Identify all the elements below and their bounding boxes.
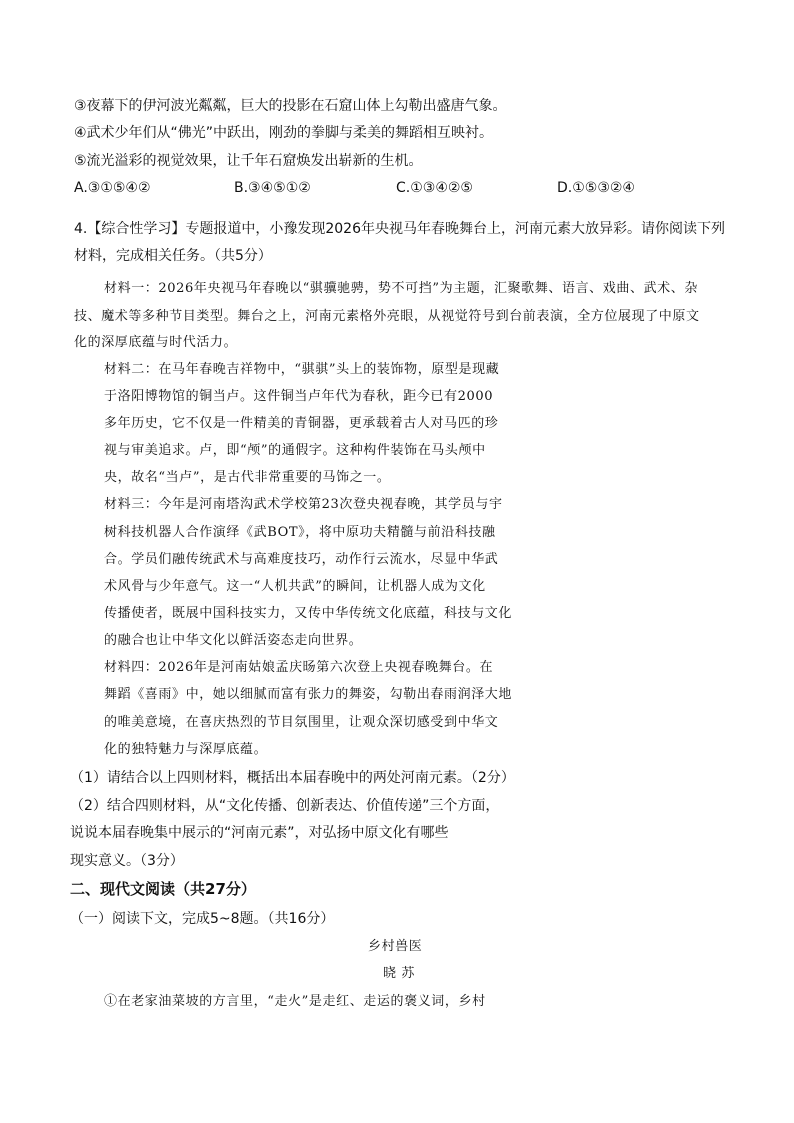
material-line: 化的独特魅力与深厚底蕴。: [104, 742, 268, 757]
section-heading: 二、现代文阅读（共27分）: [70, 880, 256, 898]
material-line: 的融合也让中华文化以鲜活姿态走向世界。: [104, 633, 363, 648]
material-line: 树科技机器人合作演绎《武BOT》，将中原功夫精髓与前沿科技融: [104, 525, 496, 540]
material-line: 于洛阳博物馆的铜当卢。这件铜当卢年代为春秋，距今已有2000: [104, 389, 494, 404]
story-paragraph: ①在老家油菜坡的方言里，“走火”是走红、走运的褒义词，乡村: [104, 994, 486, 1009]
text-line: ④武术少年们从“佛光”中跃出，刚劲的拳脚与柔美的舞蹈相互映衬。: [74, 125, 494, 141]
text-line: ⑤流光溢彩的视觉效果，让千年石窟焕发出崭新的生机。: [74, 153, 423, 169]
option-d: D.①⑤③②④: [557, 180, 635, 196]
question-4-line: 材料，完成相关任务。（共5分）: [74, 248, 272, 264]
text-line: ③夜幕下的伊河波光粼粼，巨大的投影在石窟山体上勾勒出盛唐气象。: [74, 98, 507, 114]
material-line: 传播使者，既展中国科技实力，又传中华传统文化底蕴，科技与文化: [104, 606, 513, 621]
option-b: B.③④⑤①②: [234, 180, 311, 196]
material-line: 的唯美意境，在喜庆热烈的节目氛围里，让观众深切感受到中华文: [104, 715, 499, 730]
option-c: C.①③④②⑤: [396, 180, 473, 196]
sub-question-line: （2）结合四则材料，从“文化传播、创新表达、价值传递”三个方面，: [70, 798, 500, 814]
question-4-line: 4.【综合性学习】专题报道中，小豫发现2026年央视马年春晚舞台上，河南元素大放异彩。请你阅读下列: [74, 221, 725, 237]
sub-question-line: 现实意义。（3分）: [70, 853, 184, 869]
material-line: 多年历史，它不仅是一件精美的青铜器，更承载着古人对马匹的珍: [104, 416, 499, 431]
material-line: 技、魔术等多种节目类型。舞台之上，河南元素格外亮眼，从视觉符号到台前表演，全方位展现了中原文: [74, 309, 700, 324]
story-author: 晓 苏: [383, 966, 415, 981]
sub-question-line: 说说本届春晚集中展示的“河南元素”，对弘扬中原文化有哪些: [70, 825, 449, 841]
material-line: 视与审美追求。卢，即“颅”的通假字。这种构件装饰在马头颅中: [104, 443, 486, 458]
material-line: 央，故名“当卢”，是古代非常重要的马饰之一。: [104, 470, 391, 485]
story-title: 乡村兽医: [368, 939, 423, 954]
material-line: 材料四：2026年是河南姑娘孟庆旸第六次登上央视春晚舞台。在: [104, 660, 494, 675]
material-line: 合。学员们融传统武术与高难度技巧，动作行云流水，尽显中华武: [104, 552, 499, 567]
material-line: 材料二：在马年春晚吉祥物中，“骐骐”头上的装饰物，原型是现藏: [104, 362, 500, 377]
material-line: 术风骨与少年意气。这一“人机共武”的瞬间，让机器人成为文化: [104, 579, 486, 594]
material-line: 材料三：今年是河南塔沟武术学校第23次登央视春晚，其学员与宇: [104, 497, 503, 512]
material-line: 舞蹈《喜雨》中，她以细腻而富有张力的舞姿，勾勒出春雨润泽大地: [104, 687, 513, 702]
material-line: 化的深厚底蕴与时代活力。: [74, 335, 238, 350]
option-a: A.③①⑤④②: [74, 180, 151, 196]
sub-question-line: （1）请结合以上四则材料，概括出本届春晚中的两处河南元素。（2分）: [70, 770, 515, 786]
material-line: 材料一：2026年央视马年春晚以“骐骥驰骋，势不可挡”为主题，汇聚歌舞、语言、戏曲、武术、杂: [104, 281, 698, 296]
section-subheading: （一）阅读下文，完成5~8题。（共16分）: [70, 911, 335, 927]
